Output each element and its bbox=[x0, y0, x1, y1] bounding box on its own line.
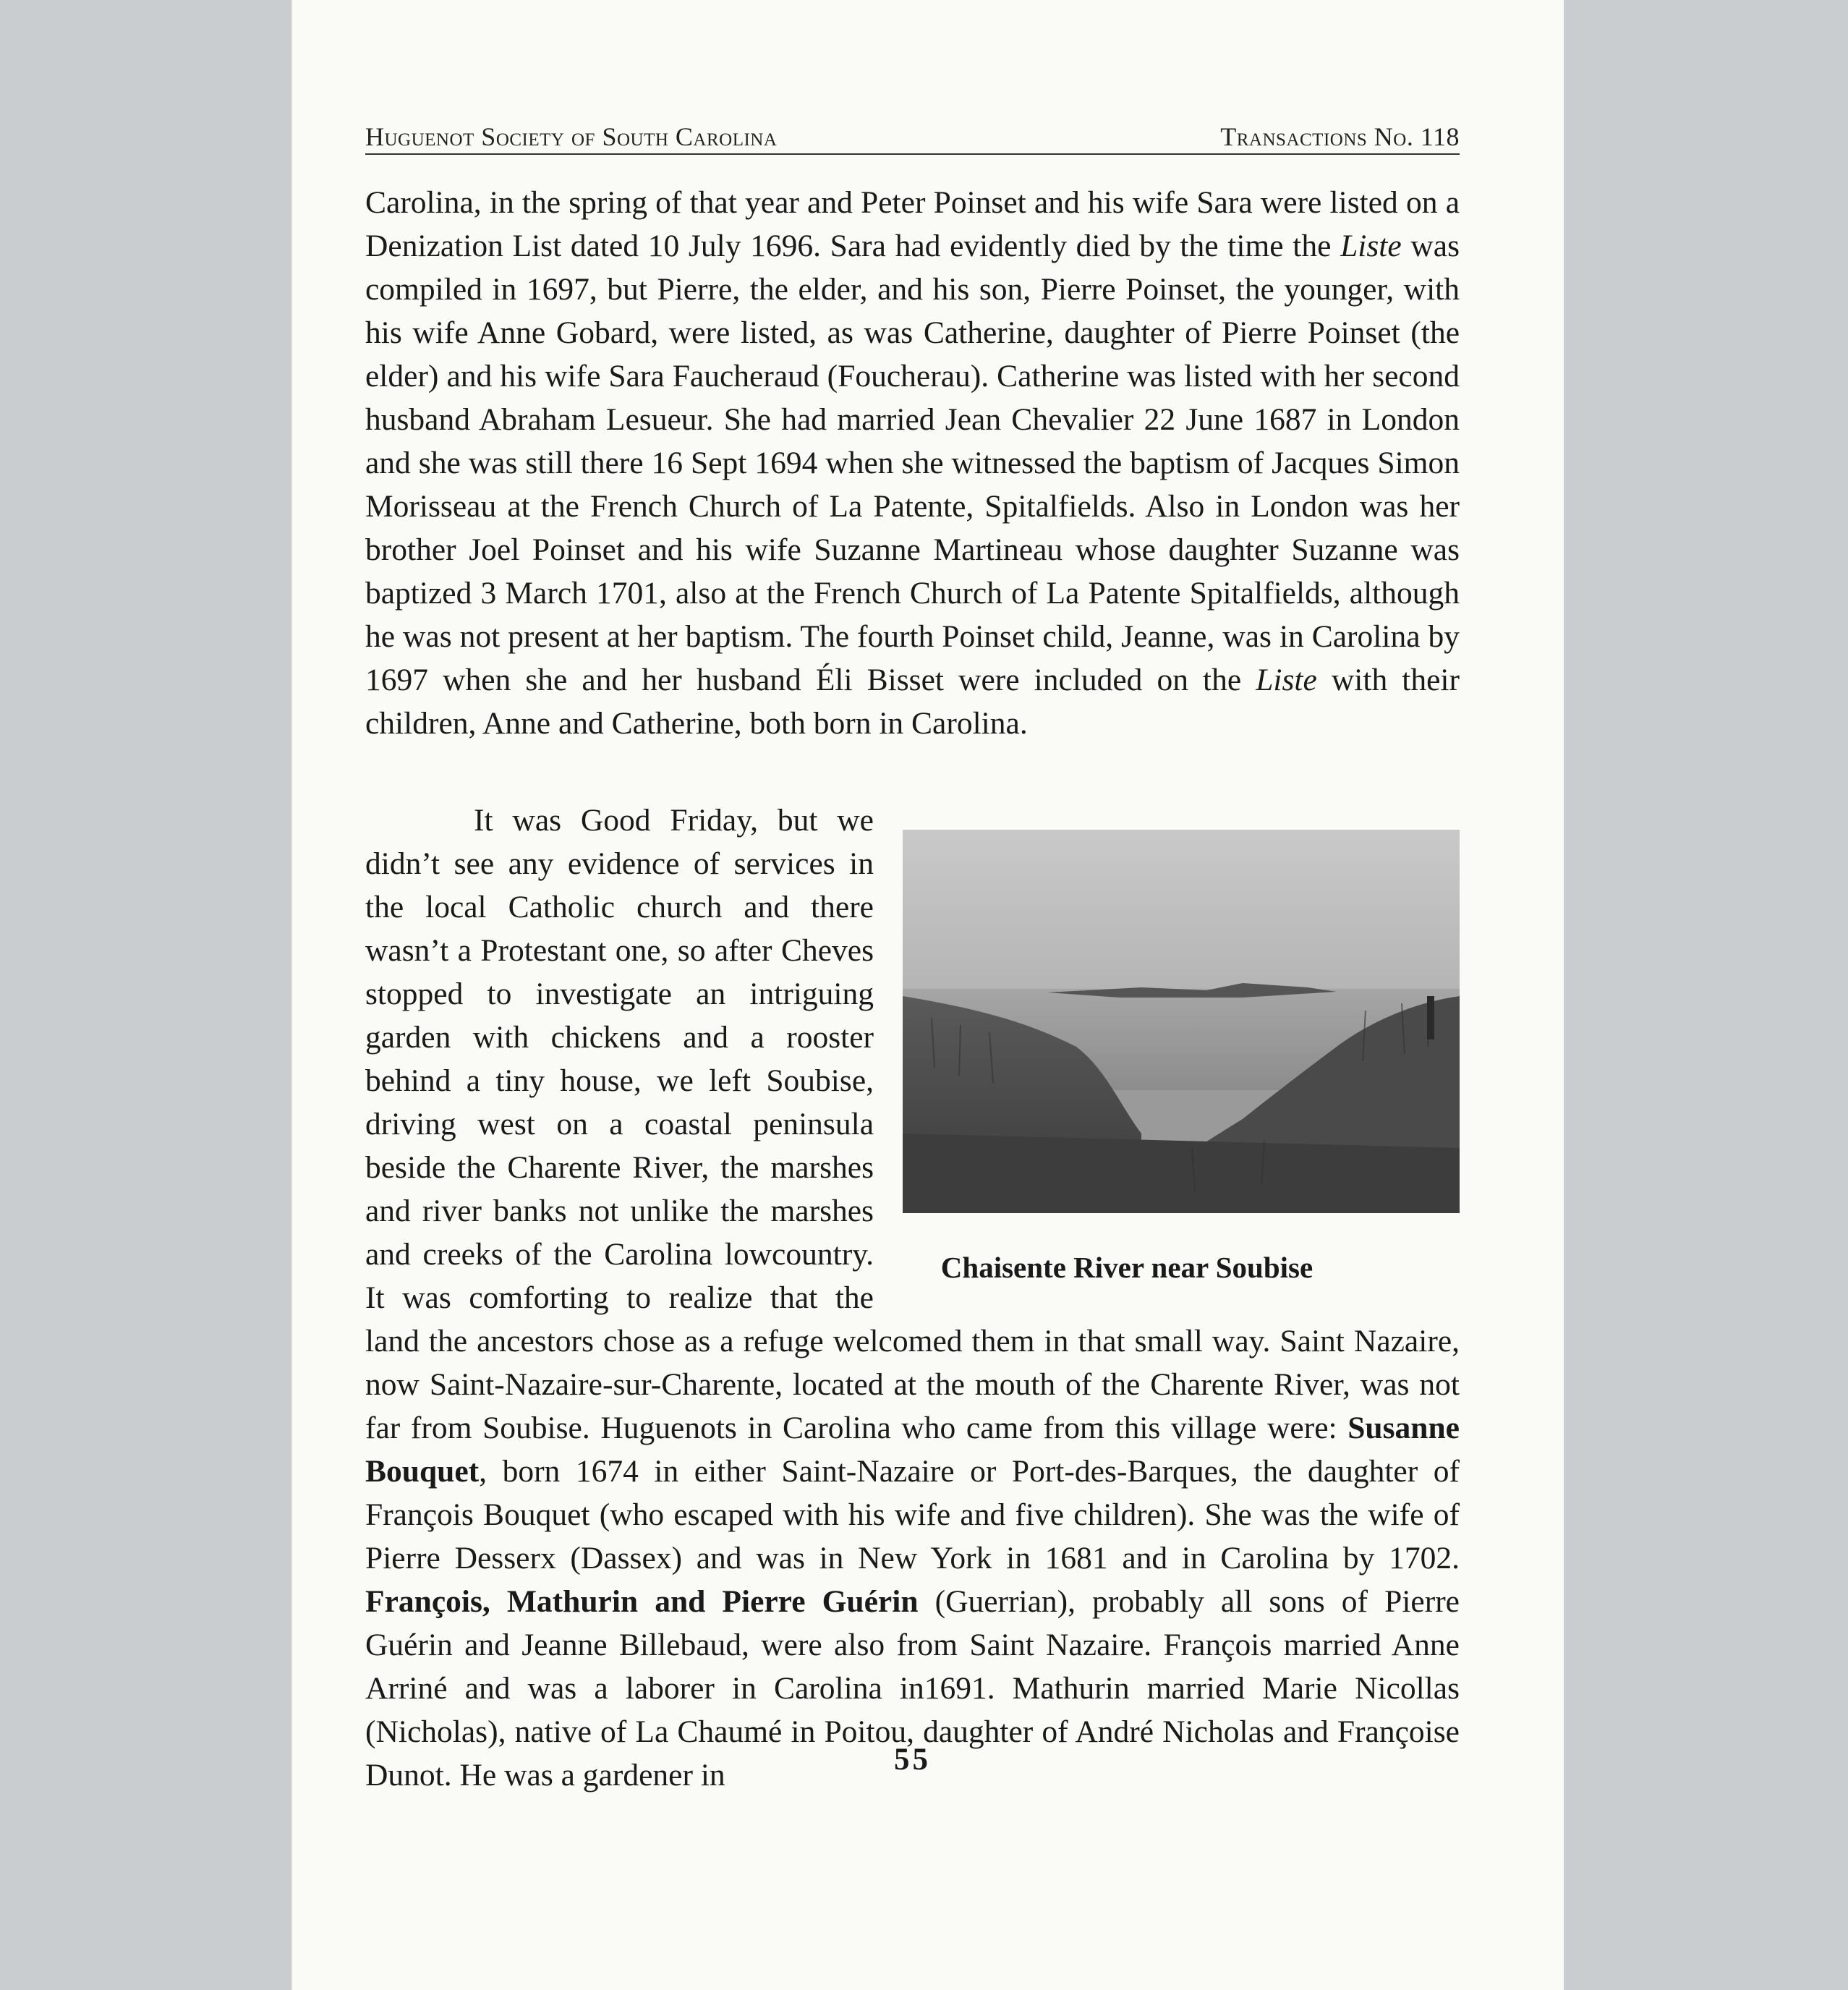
page-number: 55 bbox=[894, 1743, 931, 1777]
bold-name: François, Mathurin and Pierre Guérin bbox=[365, 1584, 919, 1619]
paragraph-text: Carolina, in the spring of that year and Peter Poinset and his wife Sara were listed on a Denization List dated 10 July 1696. Sara had evidently died by the time the bbox=[365, 185, 1460, 263]
paragraph-text: (Guerrian), probably all sons of Pierre Guérin and Jeanne Billebaud, were also from Saint Nazaire. François married Anne Arriné and was a laborer in Carolina in1691. Mathurin married Marie Nicollas (Nicholas), native of La Chaumé in Poitou, daughter of André Nicholas and Françoise Dunot. He was a gardener in bbox=[365, 1584, 1460, 1793]
document-page bbox=[291, 0, 1564, 1990]
paragraph-text: , born 1674 in either Saint-Nazaire or Port-des-Barques, the daughter of François Bouquet (who escaped with his wife and five children). She was the wife of Pierre Desserx (Dassex) and was in New York in 1681 and in Carolina by 1702. bbox=[365, 1454, 1460, 1576]
header-issue: Transactions No. 118 bbox=[1220, 122, 1460, 151]
running-header bbox=[365, 117, 1460, 155]
header-journal-name: Huguenot Society of South Carolina bbox=[365, 122, 778, 151]
figure bbox=[903, 830, 1460, 1311]
body-paragraph-2 bbox=[365, 799, 1460, 1797]
paragraph-text: with their children, Anne and Catherine, both born in Carolina. bbox=[365, 663, 1460, 741]
river-photo bbox=[903, 830, 1460, 1213]
body-paragraph-1 bbox=[365, 181, 1460, 745]
italic-liste: Liste bbox=[1256, 663, 1317, 697]
figure-caption: Chaisente River near Soubise bbox=[940, 1251, 1313, 1284]
bold-name: Susanne Bouquet bbox=[365, 1411, 1460, 1489]
paragraph-text: was compiled in 1697, but Pierre, the elder, and his son, Pierre Poinset, the younger, with his wife Anne Gobard, were listed, as was Catherine, daughter of Pierre Poinset (the elder) and his wife Sara Faucheraud (Foucherau). Catherine was listed with her second husband Abraham Lesueur. She had married Jean Chevalier 22 June 1687 in London and she was still there 16 Sept 1694 when she witnessed the baptism of Jacques Simon Morisseau at the French Church of La Patente, Spitalfields. Also in London was her brother Joel Poinset and his wife Suzanne Martineau whose daughter Suzanne was baptized 3 March 1701, also at the French Church of La Patente Spitalfields, although he was not present at her baptism. The fourth Poinset child, Jeanne, was in Carolina by 1697 when she and her husband Éli Bisset were included on the bbox=[365, 229, 1460, 697]
italic-liste: Liste bbox=[1340, 229, 1402, 263]
paragraph-text: It was Good Friday, but we didn’t see any evidence of services in the local Catholic church and there wasn’t a Protestant one, so after Cheves stopped to investigate an intriguing garden with chickens and a rooster behind a tiny house, we left Soubise, driving west on a coastal peninsula beside the Charente River, the marshes and river banks not unlike the marshes and creeks of the Carolina lowcountry. It was comforting to realize that the land the ancestors chose as a refuge welcomed them in that small way. Saint Nazaire, now Saint-Nazaire-sur-Charente, located at the mouth of the Charente River, was not far from Soubise. Huguenots in Carolina who came from this village were: bbox=[365, 803, 1460, 1445]
